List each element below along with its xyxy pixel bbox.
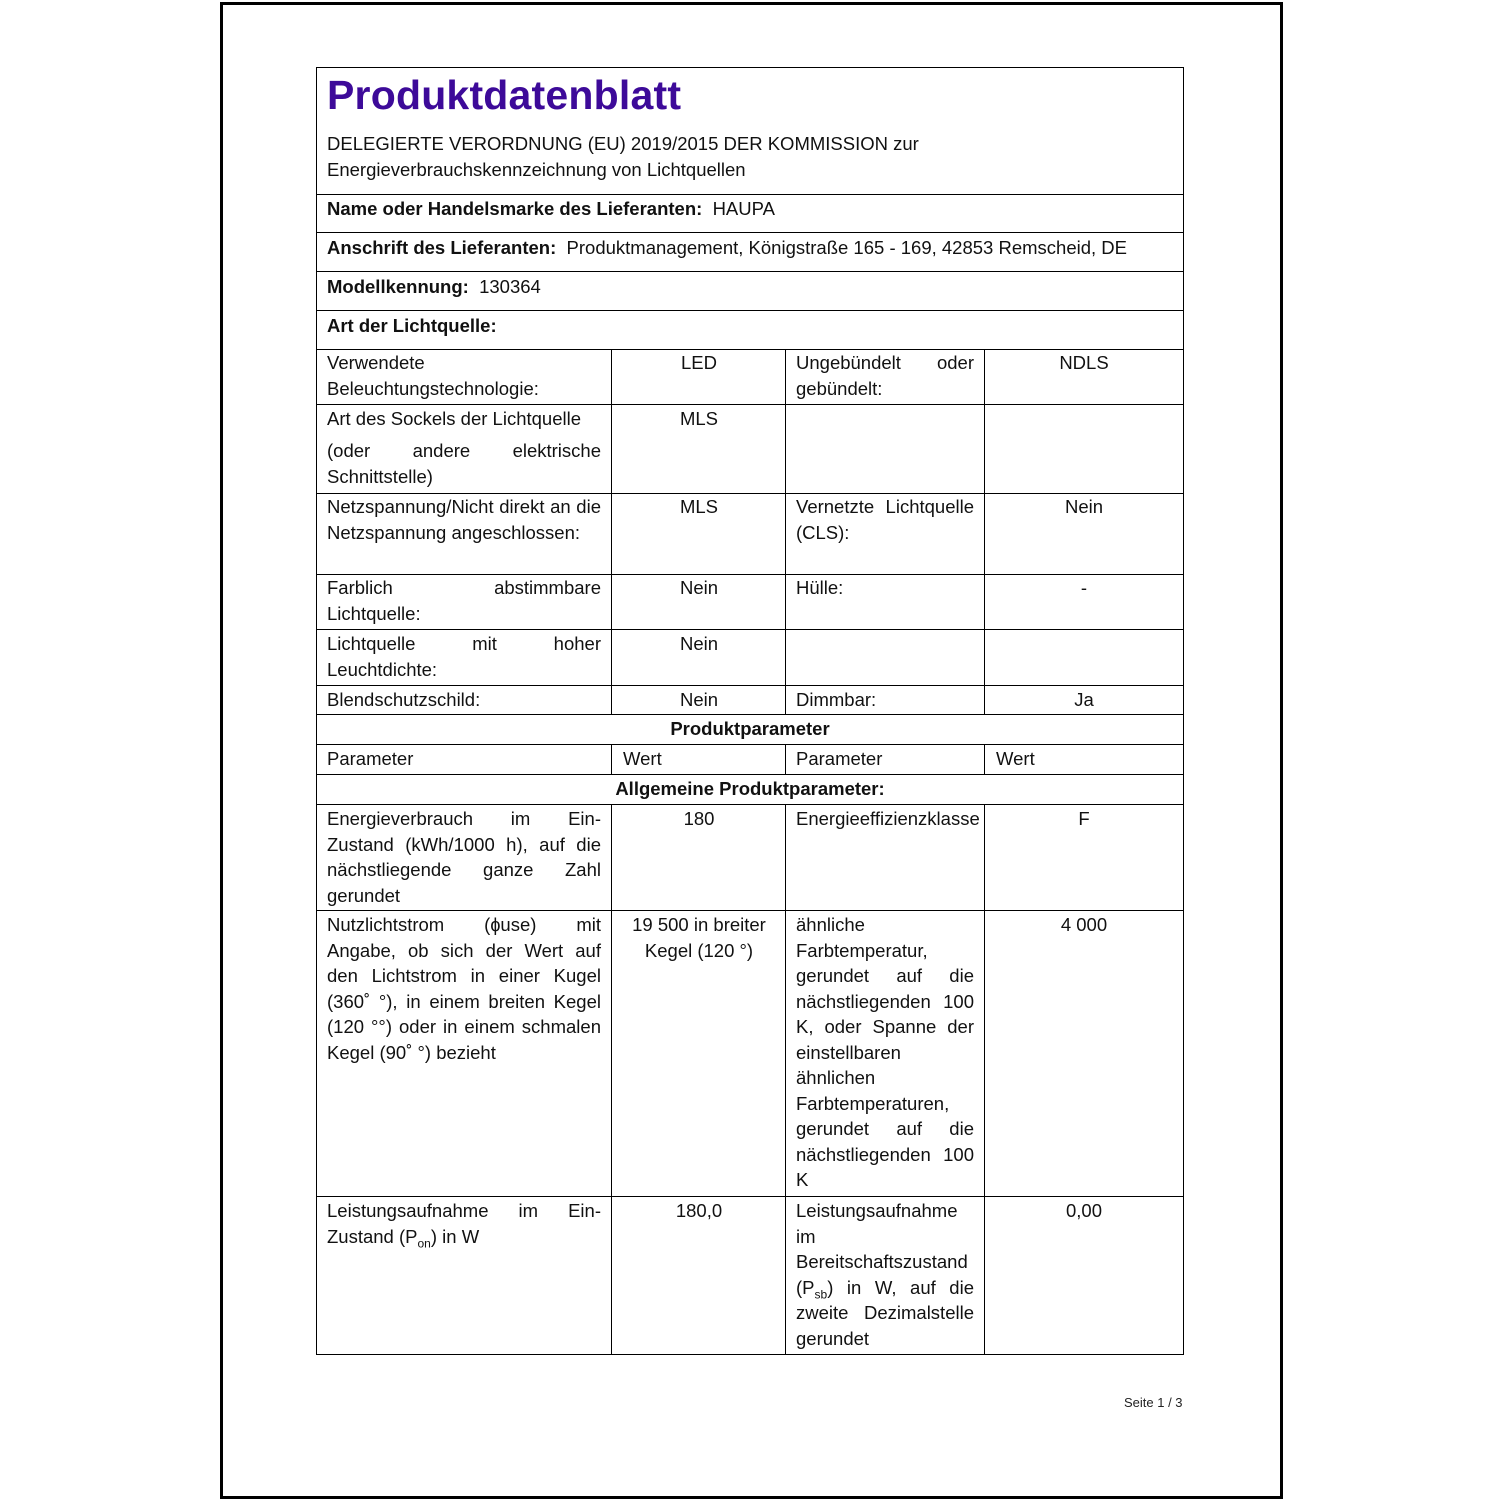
param-useful-flux: Nutzlichtstrom (ɸuse) mit Angabe, ob sich der Wert auf den Lichtstrom in einer Kugel (360˚ °), in einem breiten Kegel (120 °°) oder in einem schmalen Kegel (90˚ °) bezieht — [327, 914, 601, 1063]
type-value-technology: LED — [681, 352, 717, 373]
supplier-row — [327, 196, 775, 222]
address-value: Produktmanagement, Königstraße 165 - 169, 42853 Remscheid, DE — [566, 237, 1127, 258]
model-row — [327, 274, 541, 300]
type-param-directional: Ungebündelt oder gebündelt: — [796, 352, 974, 399]
type-param-dimmable: Dimmbar: — [796, 689, 877, 710]
page-number: Seite 1 / 3 — [1124, 1395, 1183, 1410]
param-standby-power: Leistungsaufnahme im Bereitschaftszustand $(P_{sb})$ in W, auf die zweite Dezimalstelle gerundet — [796, 1200, 974, 1349]
type-value-envelope: - — [1080, 577, 1088, 598]
col-header-parameter-1: Parameter — [327, 748, 414, 769]
col-header-value-1: Wert — [623, 748, 662, 769]
type-value-dimmable: Ja — [1074, 689, 1094, 710]
type-param-tunable: Farblich abstimmbare Lichtquelle: — [327, 577, 601, 624]
datasheet-table — [316, 67, 1184, 1355]
general-params-heading: Allgemeine Produktparameter: — [615, 778, 885, 799]
document-title: Produktdatenblatt — [327, 72, 682, 118]
value-color-temperature: 4 000 — [1060, 914, 1108, 935]
type-value-high-luminance: Nein — [679, 633, 719, 654]
type-param-envelope: Hülle: — [796, 577, 844, 598]
model-value: 130364 — [479, 276, 541, 297]
type-param-cap-note: (oder andere elektrische Schnittstelle) — [327, 440, 601, 487]
type-param-technology: Verwendete Beleuchtungstechnologie: — [327, 352, 539, 399]
type-param-cap: Art des Sockels der Lichtquelle — [327, 408, 581, 429]
type-param-connected: Vernetzte Lichtquelle (CLS): — [796, 496, 974, 543]
param-on-mode-power: Leistungsaufnahme im Ein-Zustand $(P_{on})$ in W — [327, 1200, 601, 1251]
type-value-connected: Nein — [1064, 496, 1104, 517]
type-value-cap: MLS — [679, 408, 719, 429]
type-param-high-luminance: Lichtquelle mit hoher Leuchtdichte: — [327, 633, 601, 680]
document-subtitle: DELEGIERTE VERORDNUNG (EU) 2019/2015 DER KOMMISSION zur Energieverbrauchskennzeichnung von Lichtquellen — [327, 133, 919, 180]
param-energy-class: Energieeffizienzklasse — [796, 808, 980, 829]
param-energy-consumption: Energieverbrauch im Ein-Zustand (kWh/1000 h), auf die nächstliegende ganze Zahl gerundet — [327, 808, 601, 906]
type-value-tunable: Nein — [679, 577, 719, 598]
type-value-directional: NDLS — [1059, 352, 1109, 373]
light-type-row — [327, 313, 497, 339]
value-useful-flux: 19 500 in breiter Kegel (120 °) — [632, 914, 766, 961]
col-header-value-2: Wert — [996, 748, 1035, 769]
value-energy-consumption: 180 — [683, 808, 715, 829]
light-type-heading: Art der Lichtquelle: — [327, 315, 497, 336]
supplier-label: Name oder Handelsmarke des Lieferanten: — [327, 198, 703, 219]
value-standby-power: 0,00 — [1065, 1200, 1102, 1221]
address-label: Anschrift des Lieferanten: — [327, 237, 557, 258]
type-value-mains: MLS — [679, 496, 719, 517]
value-energy-class: F — [1078, 808, 1090, 829]
address-row — [327, 235, 1127, 261]
product-params-heading: Produktparameter — [670, 718, 830, 739]
model-label: Modellkennung: — [327, 276, 469, 297]
type-value-glare-shield: Nein — [679, 689, 719, 710]
col-header-parameter-2: Parameter — [796, 748, 883, 769]
type-param-mains: Netzspannung/Nicht direkt an die Netzspannung angeschlossen: — [327, 496, 601, 543]
value-on-mode-power: 180,0 — [675, 1200, 723, 1221]
type-param-glare-shield: Blendschutzschild: — [327, 689, 481, 710]
param-color-temperature: ähnliche Farbtemperatur, gerundet auf die nächstliegenden 100 K, oder Spanne der einstellbaren ähnlichen Farbtemperaturen, gerundet auf die nächstliegenden 100 K — [796, 914, 974, 1190]
supplier-value: HAUPA — [712, 198, 775, 219]
